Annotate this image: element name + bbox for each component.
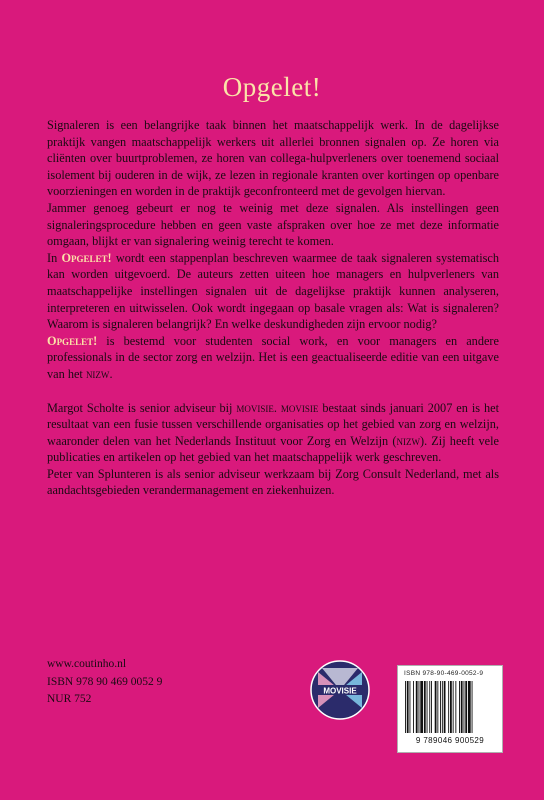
barcode-bar	[472, 681, 473, 733]
nur-text: NUR 752	[47, 693, 92, 705]
p3-pre: In	[47, 250, 62, 265]
barcode-bar	[427, 681, 428, 733]
paragraph-1: Signaleren is een belangrijke taak binnen het maatschappelijk werk. In de dagelijkse praktijk vangen maatschappelijk werkers uit allerlei bronnen signalen op. Ze horen via cliënten over buurtproblemen, ze horen van collega-hulpverleners over toenemend sociaal isolement bij ouderen in de wijk, ze lezen in regionale kranten over kortingen op openbare voorzieningen en worden in de praktijk geconfronteerd met de gevolgen hiervan.	[47, 118, 499, 199]
barcode-bar	[431, 681, 432, 733]
bio1-pre: Margot Scholte is senior adviseur bij	[47, 400, 237, 415]
barcode-bar	[440, 681, 441, 733]
bio1-end: ). Zij heeft vele publicaties en artikelen op het gebied van het maatschappelijk werk geschreven.	[47, 433, 499, 465]
blurb	[47, 117, 499, 499]
barcode-bar	[416, 681, 418, 733]
barcode-bar	[453, 681, 454, 733]
p4-end: .	[109, 366, 113, 381]
barcode-bar	[455, 681, 456, 733]
barcode	[397, 665, 503, 753]
paragraph-4	[47, 333, 499, 383]
logo-text: MOVISIE	[323, 686, 357, 696]
p3-post: wordt een stappenplan beschreven waarmee de taak signaleren systematisch kan worden uitgevoerd. De auteurs zetten uiteen hoe managers en hulpverleners van maatschappelijke instellingen signalen uit de dagelijkse praktijk kunnen analyseren, interpreteren en uitwisselen. Ook wordt ingegaan op basale vragen als: Wat is signaleren? Waarom is signaleren belangrijk? En welke deskundigheden zijn ervoor nodig?	[47, 250, 500, 332]
barcode-digits: 9 789046 900529	[415, 736, 485, 745]
barcode-bars	[404, 681, 496, 733]
author-bio-2: Peter van Splunteren is als senior adviseur werkzaam bij Zorg Consult Nederland, met als aandachtsgebieden verandermanagement en ziekenhuizen.	[47, 466, 499, 498]
barcode-bar	[435, 681, 437, 733]
barcode-bar	[424, 681, 426, 733]
bio1-post: bestaat sinds januari 2007 en is het resultaat van een fusie tussen verschillende organisaties op het gebied van zorg en welzijn, waaronder delen van het Nederlands Instituut voor Zorg en Welzijn (	[47, 400, 499, 448]
paragraph-3	[47, 250, 499, 333]
barcode-bar	[468, 681, 471, 733]
barcode-bar	[420, 681, 423, 733]
barcode-bar	[444, 681, 446, 733]
book-title: Opgelet!	[222, 72, 322, 102]
barcode-bar	[419, 681, 420, 733]
p4-post: is bestemd voor studenten social work, en voor managers en andere professionals in de sector zorg en welzijn. Het is een geactualiseerde editie van een uitgave van het	[47, 333, 499, 381]
barcode-isbn-label: ISBN 978-90-469-0052-9	[404, 670, 484, 677]
org-name: movisie	[280, 400, 319, 415]
barcode-bar	[413, 681, 414, 733]
barcode-bar	[464, 681, 465, 733]
isbn-text: ISBN 978 90 469 0052 9	[47, 675, 163, 688]
barcode-bar	[405, 681, 406, 733]
barcode-bar	[450, 681, 452, 733]
barcode-bar	[429, 681, 430, 733]
barcode-bar	[461, 681, 463, 733]
barcode-bar	[448, 681, 449, 733]
author-bio-1	[47, 400, 499, 466]
barcode-bar	[459, 681, 460, 733]
barcode-bar	[442, 681, 443, 733]
barcode-bar	[407, 681, 409, 733]
org-name: nizw	[85, 366, 110, 381]
paragraph-2: Jammer genoeg gebeurt er nog te weinig met deze signalen. Als instellingen geen signaleringsprocedure hebben en geen vaste afspraken over hoe ze met deze informatie omgaan, blijkt er van signalering weinig terecht te komen.	[47, 200, 499, 249]
publisher-info	[47, 656, 162, 709]
barcode-bar	[410, 681, 411, 733]
movisie-logo	[310, 660, 370, 720]
barcode-bar	[437, 681, 438, 733]
title-highlight: Opgelet!	[47, 333, 98, 348]
website-link[interactable]: www.coutinho.nl	[47, 658, 127, 670]
bio1-mid: .	[273, 400, 281, 415]
org-name: movisie	[236, 400, 274, 415]
org-name: nizw	[396, 433, 420, 448]
title-highlight: Opgelet!	[61, 250, 112, 265]
barcode-bar	[465, 681, 467, 733]
